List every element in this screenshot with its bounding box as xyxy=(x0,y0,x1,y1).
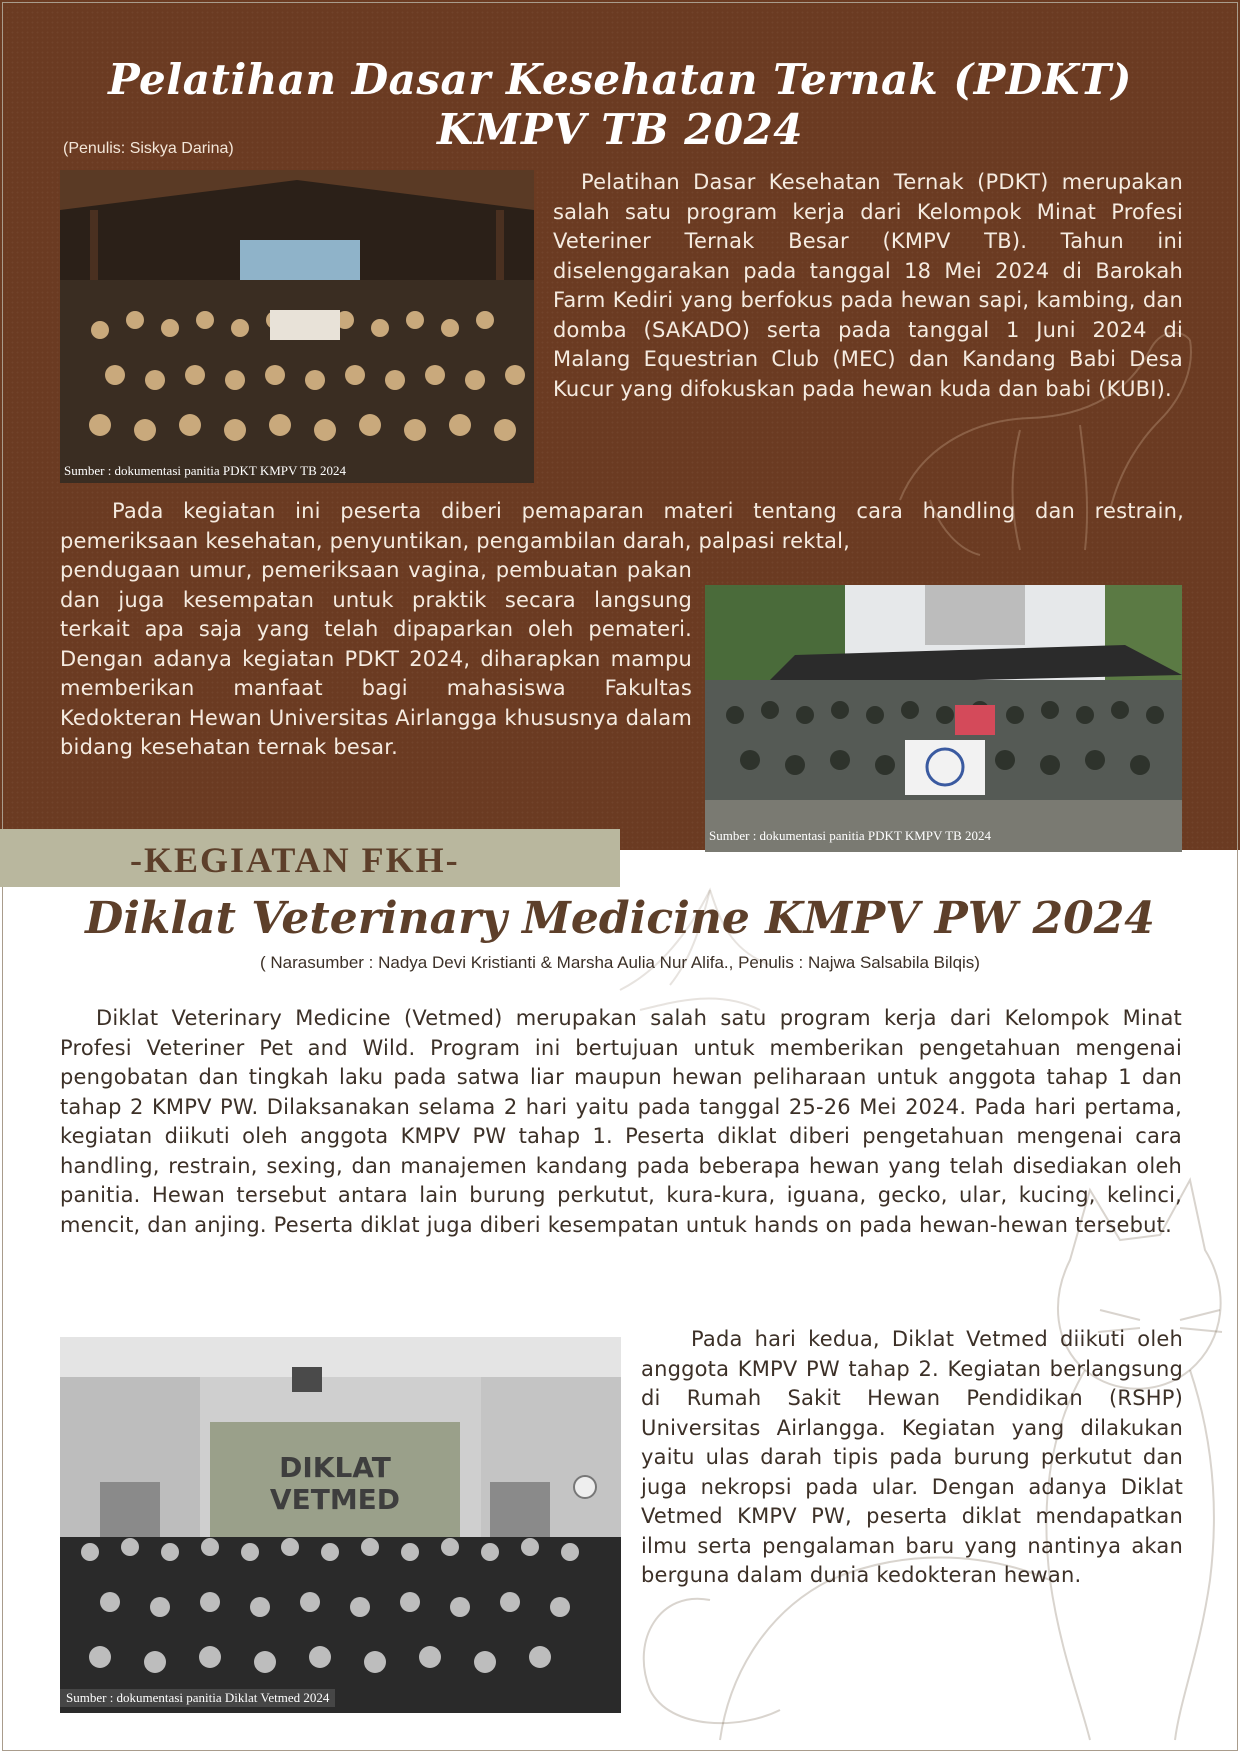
pdkt-group-photo-2 xyxy=(705,585,1182,852)
diklat-group-photo xyxy=(60,1337,621,1713)
article1-title-line2: KMPV TB 2024 xyxy=(436,105,804,154)
article2-title: Diklat Veterinary Medicine KMPV PW 2024 xyxy=(85,893,1155,944)
article2-paragraph2: Pada hari kedua, Diklat Vetmed diikuti oleh anggota KMPV PW tahap 2. Kegiatan berlangsung di Rumah Sakit Hewan Pendidikan (RSHP) Universitas Airlangga. Kegiatan yang dilakukan yaitu ulas darah tipis pada burung perkutut dan juga nekropsi pada ular. Dengan adanya Diklat Vetmed KMPV PW, peserta diklat mendapatkan ilmu serta pengalaman baru yang nantinya akan berguna dalam dunia kedokteran hewan. xyxy=(641,1327,1183,1587)
screen-text-line2: VETMED xyxy=(269,1483,401,1516)
article1-paragraph2-intro: Pada kegiatan ini peserta diberi pemaparan materi tentang cara handling dan restrain, pemeriksaan kesehatan, penyuntikan, pengambilan darah, palpasi rektal, xyxy=(60,499,1184,553)
photo1-caption: Sumber : dokumentasi panitia PDKT KMPV TB 2024 xyxy=(64,463,347,478)
photo2-caption: Sumber : dokumentasi panitia PDKT KMPV TB 2024 xyxy=(709,828,992,843)
article1-paragraph1: Pelatihan Dasar Kesehatan Ternak (PDKT) merupakan salah satu program kerja dari Kelompok Minat Profesi Veteriner Ternak Besar (KMPV TB). Tahun ini diselenggarakan pada tanggal 18 Mei 2024 di Barokah Farm Kediri yang berfokus pada hewan sapi, kambing, dan domba (SAKADO) serta pada tanggal 1 Juni 2024 di Malang Equestrian Club (MEC) dan Kandang Babi Desa Kucur yang difokuskan pada hewan kuda dan babi (KUBI). xyxy=(553,170,1183,401)
section-banner xyxy=(0,829,620,887)
article2-paragraph1: Diklat Veterinary Medicine (Vetmed) merupakan salah satu program kerja dari Kelompok Minat Profesi Veteriner Pet and Wild. Program ini bertujuan untuk memberikan pengetahuan mengenai pengobatan dan tingkah laku pada satwa liar maupun hewan peliharaan untuk anggota tahap 1 dan tahap 2 KMPV PW. Dilaksanakan selama 2 hari yaitu pada tanggal 25-26 Mei 2024. Pada hari pertama, kegiatan diikuti oleh anggota KMPV PW tahap 1. Peserta diklat diberi pengetahuan mengenai cara handling, restrain, sexing, dan manajemen kandang pada beberapa hewan yang telah disediakan oleh panitia. Hewan tersebut antara lain burung perkutut, kura-kura, iguana, gecko, ular, kucing, kelinci, mencit, dan anjing. Peserta diklat juga diberi kesempatan untuk hands on pada hewan-hewan tersebut. xyxy=(60,1006,1182,1237)
pdkt-group-photo-1 xyxy=(60,170,534,483)
photo3-caption: Sumber : dokumentasi panitia Diklat Vetmed 2024 xyxy=(60,1689,335,1707)
article1-paragraph2-rest: pendugaan umur, pemeriksaan vagina, pembuatan pakan dan juga kesempatan untuk praktik secara langsung terkait apa saja yang telah dipaparkan oleh pemateri. Dengan adanya kegiatan PDKT 2024, diharapkan mampu memberikan manfaat bagi mahasiswa Fakultas Kedokteran Hewan Universitas Airlangga khususnya dalam bidang kesehatan ternak besar. xyxy=(60,558,692,759)
article2-credits: ( Narasumber : Nadya Devi Kristianti & Marsha Aulia Nur Alifa., Penulis : Najwa Salsabila Bilqis) xyxy=(260,953,980,972)
article1-title-line1: Pelatihan Dasar Kesehatan Ternak (PDKT) xyxy=(108,55,1132,104)
article1-author: (Penulis: Siskya Darina) xyxy=(63,140,234,157)
screen-text-line1: DIKLAT xyxy=(279,1451,391,1484)
section-banner-label: -KEGIATAN FKH- xyxy=(130,840,460,880)
